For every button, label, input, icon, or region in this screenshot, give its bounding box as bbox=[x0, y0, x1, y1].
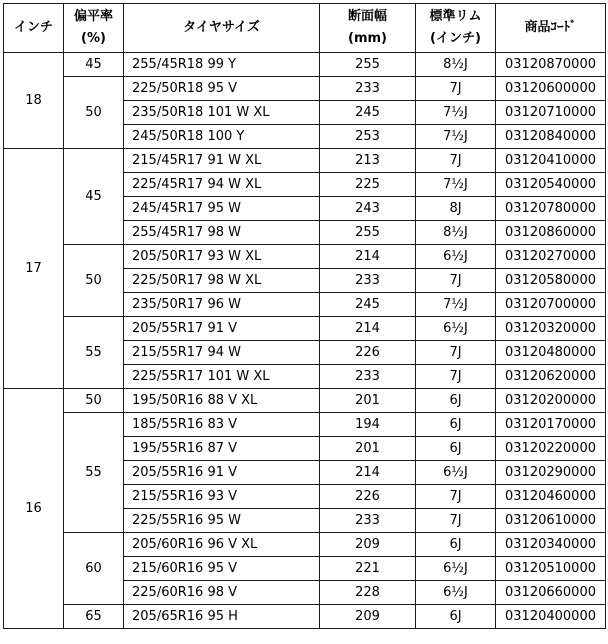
inch-cell: 18 bbox=[4, 53, 64, 149]
standard-rim-cell: 6½J bbox=[416, 581, 496, 605]
tire-size-cell: 205/60R16 96 V XL bbox=[124, 533, 320, 557]
aspect-ratio-cell: 55 bbox=[64, 413, 124, 533]
tire-size-cell: 225/50R18 95 V bbox=[124, 77, 320, 101]
header-aspect-ratio: 偏平率 (%) bbox=[64, 4, 124, 53]
section-width-cell: 255 bbox=[320, 53, 416, 77]
tire-size-cell: 205/55R16 91 V bbox=[124, 461, 320, 485]
product-code-cell: 03120620000 bbox=[496, 365, 606, 389]
tire-size-cell: 205/55R17 91 V bbox=[124, 317, 320, 341]
section-width-cell: 209 bbox=[320, 533, 416, 557]
aspect-ratio-cell: 50 bbox=[64, 389, 124, 413]
aspect-ratio-cell: 65 bbox=[64, 605, 124, 629]
section-width-cell: 214 bbox=[320, 245, 416, 269]
section-width-cell: 214 bbox=[320, 317, 416, 341]
standard-rim-cell: 6J bbox=[416, 437, 496, 461]
standard-rim-cell: 6½J bbox=[416, 461, 496, 485]
table-row bbox=[4, 317, 606, 341]
standard-rim-cell: 7J bbox=[416, 149, 496, 173]
section-width-cell: 226 bbox=[320, 341, 416, 365]
tire-size-cell: 225/55R16 95 W bbox=[124, 509, 320, 533]
aspect-ratio-cell: 50 bbox=[64, 77, 124, 149]
aspect-ratio-cell: 55 bbox=[64, 317, 124, 389]
tire-size-cell: 185/55R16 83 V bbox=[124, 413, 320, 437]
table-row bbox=[4, 149, 606, 173]
section-width-cell: 221 bbox=[320, 557, 416, 581]
table-row bbox=[4, 53, 606, 77]
header-standard-rim: 標準リム (インチ) bbox=[416, 4, 496, 53]
tire-size-table bbox=[3, 3, 606, 629]
standard-rim-cell: 7J bbox=[416, 77, 496, 101]
tire-size-cell: 225/45R17 94 W XL bbox=[124, 173, 320, 197]
standard-rim-cell: 7½J bbox=[416, 125, 496, 149]
section-width-cell: 245 bbox=[320, 101, 416, 125]
section-width-cell: 255 bbox=[320, 221, 416, 245]
section-width-cell: 194 bbox=[320, 413, 416, 437]
aspect-ratio-cell: 45 bbox=[64, 149, 124, 245]
tire-size-cell: 245/50R18 100 Y bbox=[124, 125, 320, 149]
standard-rim-cell: 6½J bbox=[416, 317, 496, 341]
tire-size-cell: 195/50R16 88 V XL bbox=[124, 389, 320, 413]
table-header bbox=[4, 4, 606, 53]
section-width-cell: 243 bbox=[320, 197, 416, 221]
header-tire-size: タイヤサイズ bbox=[124, 4, 320, 53]
standard-rim-cell: 8½J bbox=[416, 221, 496, 245]
standard-rim-cell: 6J bbox=[416, 389, 496, 413]
tire-size-cell: 255/45R18 99 Y bbox=[124, 53, 320, 77]
product-code-cell: 03120600000 bbox=[496, 77, 606, 101]
standard-rim-cell: 6J bbox=[416, 605, 496, 629]
standard-rim-cell: 6½J bbox=[416, 557, 496, 581]
inch-cell: 17 bbox=[4, 149, 64, 389]
tire-size-cell: 195/55R16 87 V bbox=[124, 437, 320, 461]
standard-rim-cell: 7J bbox=[416, 269, 496, 293]
standard-rim-cell: 6½J bbox=[416, 245, 496, 269]
standard-rim-cell: 8½J bbox=[416, 53, 496, 77]
section-width-cell: 233 bbox=[320, 77, 416, 101]
table-row bbox=[4, 245, 606, 269]
aspect-ratio-cell: 50 bbox=[64, 245, 124, 317]
tire-size-cell: 215/45R17 91 W XL bbox=[124, 149, 320, 173]
product-code-cell: 03120840000 bbox=[496, 125, 606, 149]
standard-rim-cell: 7½J bbox=[416, 173, 496, 197]
table-row bbox=[4, 389, 606, 413]
tire-size-cell: 215/60R16 95 V bbox=[124, 557, 320, 581]
section-width-cell: 245 bbox=[320, 293, 416, 317]
section-width-cell: 228 bbox=[320, 581, 416, 605]
product-code-cell: 03120200000 bbox=[496, 389, 606, 413]
section-width-cell: 253 bbox=[320, 125, 416, 149]
product-code-cell: 03120320000 bbox=[496, 317, 606, 341]
product-code-cell: 03120870000 bbox=[496, 53, 606, 77]
standard-rim-cell: 7J bbox=[416, 485, 496, 509]
product-code-cell: 03120410000 bbox=[496, 149, 606, 173]
standard-rim-cell: 7½J bbox=[416, 101, 496, 125]
standard-rim-cell: 6J bbox=[416, 413, 496, 437]
tire-size-cell: 235/50R17 96 W bbox=[124, 293, 320, 317]
product-code-cell: 03120610000 bbox=[496, 509, 606, 533]
product-code-cell: 03120580000 bbox=[496, 269, 606, 293]
product-code-cell: 03120780000 bbox=[496, 197, 606, 221]
section-width-cell: 225 bbox=[320, 173, 416, 197]
table-row bbox=[4, 533, 606, 557]
product-code-cell: 03120460000 bbox=[496, 485, 606, 509]
standard-rim-cell: 7J bbox=[416, 341, 496, 365]
standard-rim-cell: 8J bbox=[416, 197, 496, 221]
tire-size-cell: 215/55R17 94 W bbox=[124, 341, 320, 365]
section-width-cell: 214 bbox=[320, 461, 416, 485]
table-row bbox=[4, 605, 606, 629]
header-product-code: 商品ｺｰﾄﾞ bbox=[496, 4, 606, 53]
tire-size-cell: 235/50R18 101 W XL bbox=[124, 101, 320, 125]
product-code-cell: 03120540000 bbox=[496, 173, 606, 197]
standard-rim-cell: 7½J bbox=[416, 293, 496, 317]
tire-size-cell: 225/55R17 101 W XL bbox=[124, 365, 320, 389]
aspect-ratio-cell: 45 bbox=[64, 53, 124, 77]
aspect-ratio-cell: 60 bbox=[64, 533, 124, 605]
product-code-cell: 03120510000 bbox=[496, 557, 606, 581]
product-code-cell: 03120700000 bbox=[496, 293, 606, 317]
section-width-cell: 201 bbox=[320, 389, 416, 413]
standard-rim-cell: 6J bbox=[416, 533, 496, 557]
table-row bbox=[4, 77, 606, 101]
inch-cell: 16 bbox=[4, 389, 64, 629]
standard-rim-cell: 7J bbox=[416, 365, 496, 389]
tire-size-cell: 245/45R17 95 W bbox=[124, 197, 320, 221]
tire-size-cell: 225/60R16 98 V bbox=[124, 581, 320, 605]
product-code-cell: 03120660000 bbox=[496, 581, 606, 605]
product-code-cell: 03120220000 bbox=[496, 437, 606, 461]
product-code-cell: 03120270000 bbox=[496, 245, 606, 269]
section-width-cell: 233 bbox=[320, 509, 416, 533]
section-width-cell: 233 bbox=[320, 365, 416, 389]
product-code-cell: 03120400000 bbox=[496, 605, 606, 629]
section-width-cell: 213 bbox=[320, 149, 416, 173]
product-code-cell: 03120290000 bbox=[496, 461, 606, 485]
product-code-cell: 03120340000 bbox=[496, 533, 606, 557]
standard-rim-cell: 7J bbox=[416, 509, 496, 533]
tire-size-cell: 215/55R16 93 V bbox=[124, 485, 320, 509]
section-width-cell: 226 bbox=[320, 485, 416, 509]
product-code-cell: 03120860000 bbox=[496, 221, 606, 245]
header-section-width: 断面幅 (mm) bbox=[320, 4, 416, 53]
product-code-cell: 03120710000 bbox=[496, 101, 606, 125]
tire-size-cell: 225/50R17 98 W XL bbox=[124, 269, 320, 293]
table-row bbox=[4, 413, 606, 437]
section-width-cell: 201 bbox=[320, 437, 416, 461]
section-width-cell: 233 bbox=[320, 269, 416, 293]
section-width-cell: 209 bbox=[320, 605, 416, 629]
tire-size-cell: 205/50R17 93 W XL bbox=[124, 245, 320, 269]
tire-size-cell: 255/45R17 98 W bbox=[124, 221, 320, 245]
header-inch: インチ bbox=[4, 4, 64, 53]
table-body bbox=[4, 53, 606, 629]
product-code-cell: 03120480000 bbox=[496, 341, 606, 365]
product-code-cell: 03120170000 bbox=[496, 413, 606, 437]
tire-size-cell: 205/65R16 95 H bbox=[124, 605, 320, 629]
